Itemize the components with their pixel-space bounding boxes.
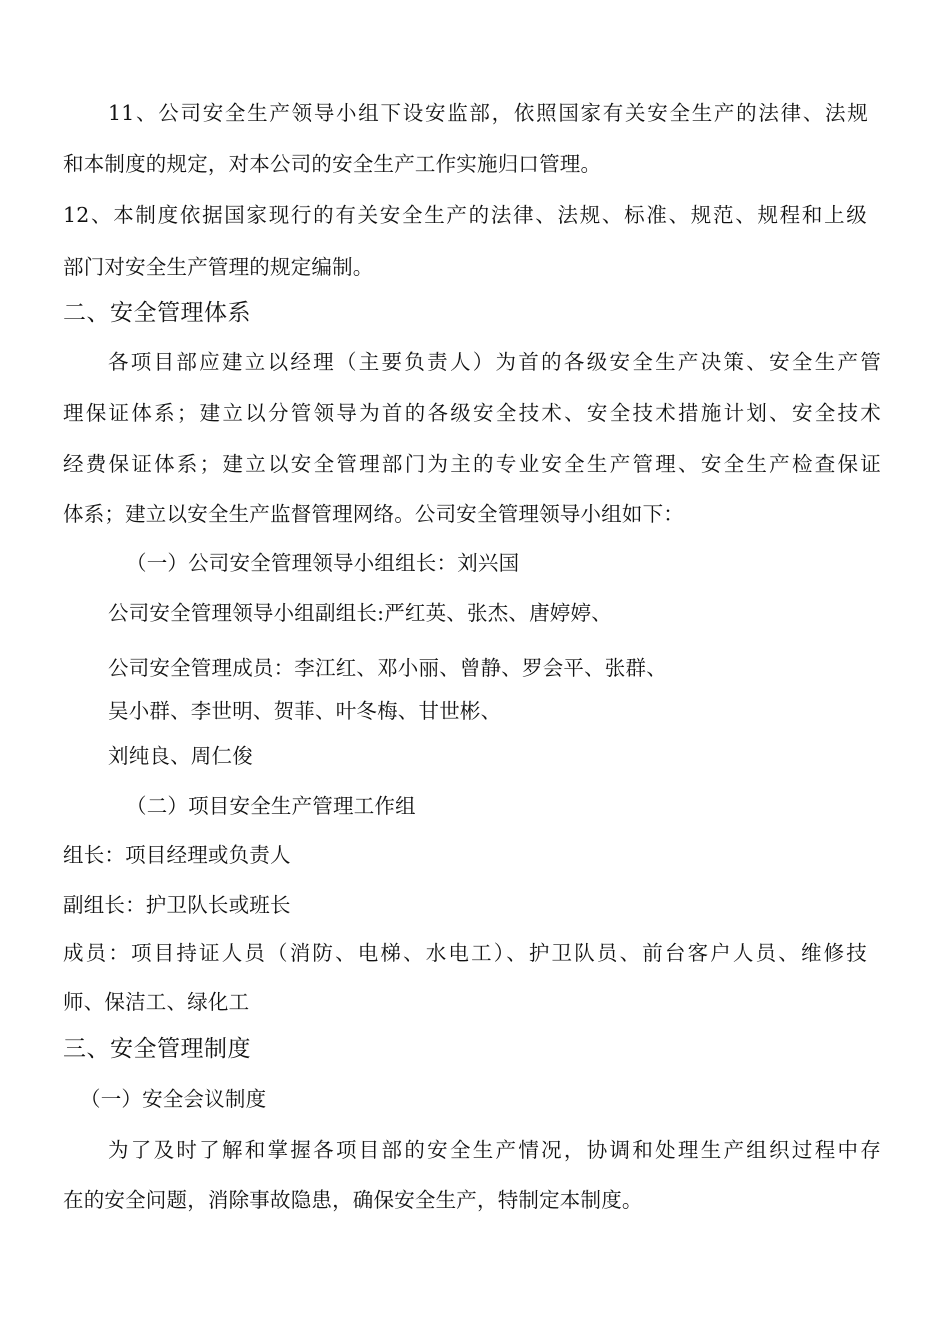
subsection-heading: （一）公司安全管理领导小组组长：刘兴国 <box>126 551 520 575</box>
paragraph-line: 吴小群、李世明、贺菲、叶冬梅、甘世彬、 <box>108 699 502 723</box>
paragraph-line: 副组长：护卫队长或班长 <box>63 893 291 917</box>
paragraph-line: 体系；建立以安全生产监督管理网络。公司安全管理领导小组如下： <box>63 502 684 526</box>
paragraph-line: 师、保洁工、绿化工 <box>63 990 250 1014</box>
subsection-heading: （一）安全会议制度 <box>80 1087 267 1111</box>
paragraph-line: 部门对安全生产管理的规定编制。 <box>63 255 374 279</box>
paragraph-line: 公司安全管理领导小组副组长:严红英、张杰、唐婷婷、 <box>108 601 612 625</box>
paragraph-line: 在的安全问题，消除事故隐患，确保安全生产，特制定本制度。 <box>63 1188 643 1212</box>
paragraph-line: 为了及时了解和掌握各项目部的安全生产情况，协调和处理生产组织过程中存 <box>108 1138 881 1162</box>
paragraph-line: 11、公司安全生产领导小组下设安监部，依照国家有关安全生产的法律、法规 <box>108 101 868 125</box>
paragraph-line: 成员：项目持证人员（消防、电梯、水电工）、护卫队员、前台客户人员、维修技 <box>63 941 867 965</box>
paragraph-line: 理保证体系；建立以分管领导为首的各级安全技术、安全技术措施计划、安全技术 <box>63 401 881 425</box>
section-heading: 二、安全管理体系 <box>63 300 251 326</box>
paragraph-line: 12、本制度依据国家现行的有关安全生产的法律、法规、标准、规范、规程和上级 <box>63 203 867 227</box>
paragraph-line: 和本制度的规定，对本公司的安全生产工作实施归口管理。 <box>63 152 602 176</box>
subsection-heading: （二）项目安全生产管理工作组 <box>126 794 416 818</box>
section-heading: 三、安全管理制度 <box>63 1036 251 1062</box>
paragraph-line: 组长：项目经理或负责人 <box>63 843 291 867</box>
paragraph-line: 经费保证体系；建立以安全管理部门为主的专业安全生产管理、安全生产检查保证 <box>63 452 881 476</box>
paragraph-line: 各项目部应建立以经理（主要负责人）为首的各级安全生产决策、安全生产管 <box>108 350 881 374</box>
paragraph-line: 刘纯良、周仁俊 <box>108 744 253 768</box>
paragraph-line: 公司安全管理成员：李江红、邓小丽、曾静、罗会平、张群、 <box>108 656 667 680</box>
